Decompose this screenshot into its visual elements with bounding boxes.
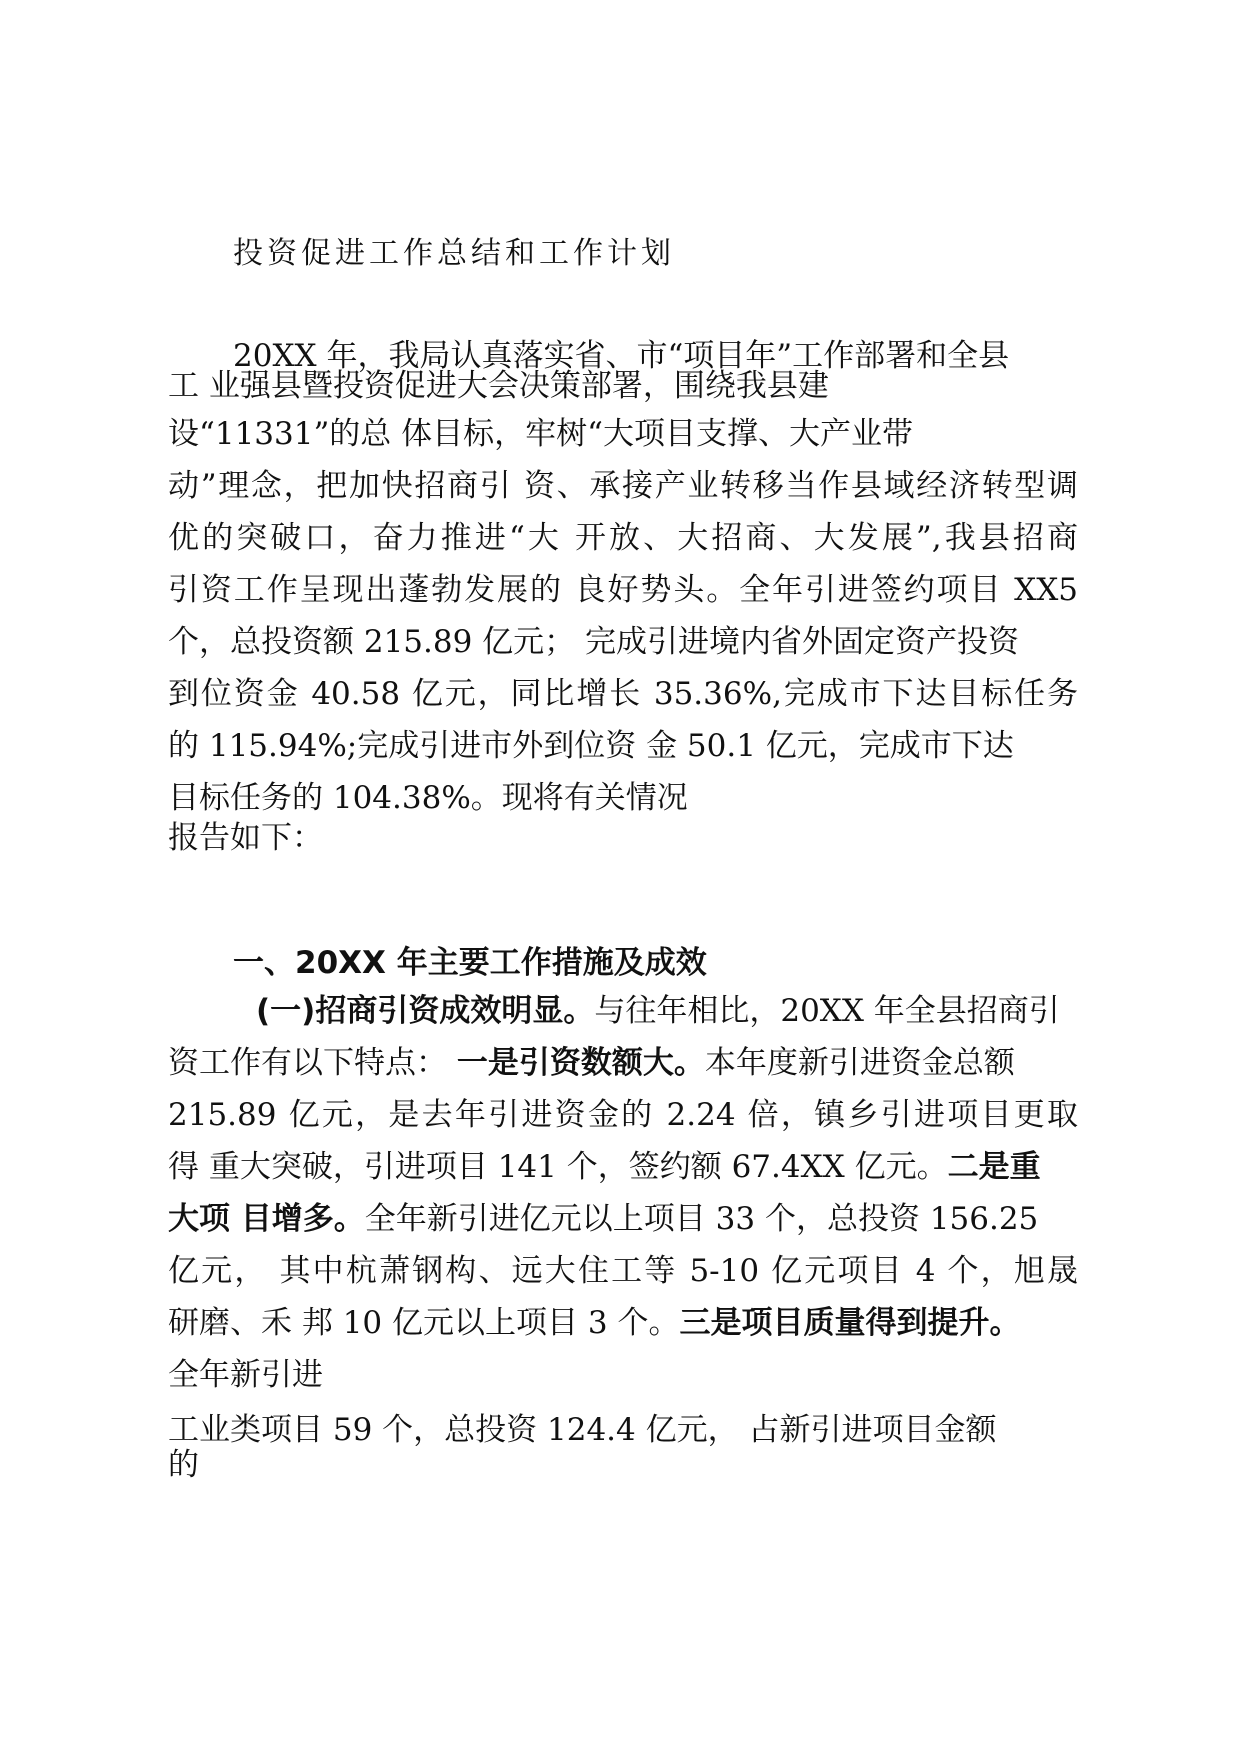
sec1-point-2-bold-end: 大项 目增多。 — [168, 1201, 365, 1237]
intro-line-5: 优的突破口，奋力推进“大 开放、大招商、大发展”,我县招商 — [168, 520, 1078, 556]
sec1-line-5-rest: 全年新引进亿元以上项目 33 个，总投资 156.25 — [364, 1201, 1039, 1237]
sec1-line-2-rest: 本年度新引进资金总额 — [704, 1045, 1015, 1081]
intro-line-2: 工 业强县暨投资促进大会决策部署，围绕我县建 — [168, 368, 829, 404]
intro-line-1: 20XX 年，我局认真落实省、市“项目年”工作部署和全县 — [233, 338, 1010, 374]
sec1-point-3-bold: 三是项目质量得到提升。 — [679, 1305, 1021, 1341]
sec1-line-7 — [168, 1303, 1020, 1343]
sec1-heading-bold: (一)招商引资成效明显。 — [256, 993, 595, 1029]
sec1-line-5 — [168, 1199, 1038, 1239]
sec1-line-1 — [256, 991, 1060, 1031]
sec1-line-10: 的 — [168, 1447, 199, 1483]
intro-line-10: 目标任务的 104.38%。现将有关情况 — [168, 780, 688, 816]
sec1-point-2-bold-start: 二是重 — [947, 1149, 1041, 1185]
intro-line-8: 到位资金 40.58 亿元，同比增长 35.36%,完成市下达目标任务 — [168, 676, 1078, 712]
sec1-point-1-bold: 一是引资数额大。 — [456, 1045, 705, 1081]
sec1-line-9: 工业类项目 59 个，总投资 124.4 亿元， 占新引进项目金额 — [168, 1412, 997, 1448]
sec1-line-3: 215.89 亿元，是去年引进资金的 2.24 倍，镇乡引进项目更取 — [168, 1097, 1078, 1133]
intro-line-6: 引资工作呈现出蓬勃发展的 良好势头。全年引进签约项目 XX5 — [168, 572, 1078, 608]
sec1-line-2-pre: 资工作有以下特点： — [168, 1045, 457, 1081]
intro-line-3: 设“11331”的总 体目标，牢树“大项目支撑、大产业带 — [168, 416, 914, 452]
intro-line-11: 报告如下： — [168, 820, 323, 856]
sec1-line-4 — [168, 1147, 1041, 1187]
sec1-line-4-pre: 得 重大突破，引进项目 141 个，签约额 67.4XX 亿元。 — [168, 1149, 948, 1185]
intro-line-4: 动”理念，把加快招商引 资、承接产业转移当作县域经济转型调 — [168, 468, 1078, 504]
sec1-line-1-text: 与往年相比，20XX 年全县招商引 — [594, 993, 1060, 1029]
intro-line-9: 的 115.94%;完成引进市外到位资 金 50.1 亿元，完成市下达 — [168, 728, 1014, 764]
section-heading-1: 一、20XX 年主要工作措施及成效 — [233, 945, 707, 981]
sec1-line-8: 全年新引进 — [168, 1357, 323, 1393]
intro-line-7: 个，总投资额 215.89 亿元； 完成引进境内省外固定资产投资 — [168, 624, 1020, 660]
sec1-line-7-pre: 研磨、禾 邦 10 亿元以上项目 3 个。 — [168, 1305, 680, 1341]
document-title: 投资促进工作总结和工作计划 — [233, 236, 675, 271]
sec1-line-2 — [168, 1043, 1015, 1083]
sec1-line-6: 亿元， 其中杭萧钢构、远大住工等 5-10 亿元项目 4 个，旭晟 — [168, 1253, 1078, 1289]
